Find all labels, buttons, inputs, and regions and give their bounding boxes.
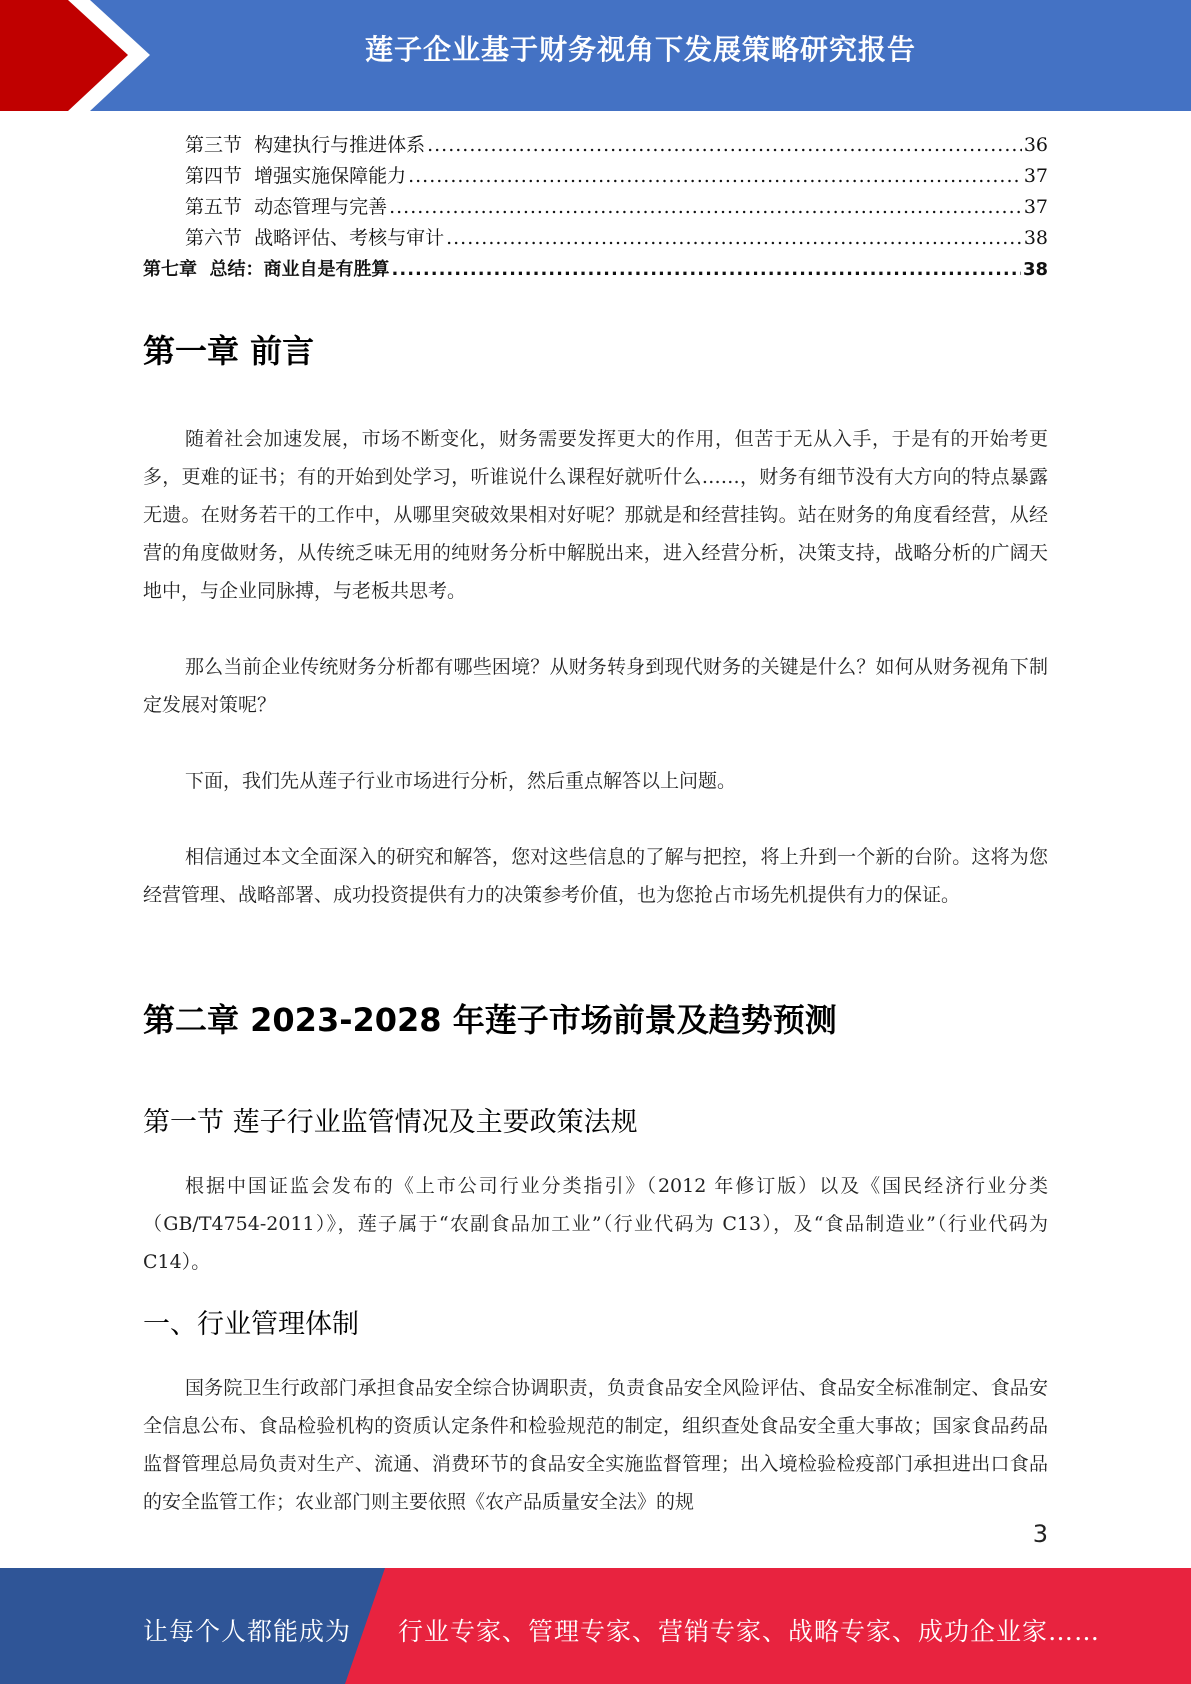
chapter-1-title: 第一章 前言 bbox=[143, 332, 315, 370]
table-of-contents bbox=[143, 130, 1048, 285]
footer-slogan-right: 行业专家、管理专家、营销专家、战略专家、成功企业家…… bbox=[398, 1617, 1101, 1646]
paragraph: 根据中国证监会发布的《上市公司行业分类指引》（2012 年修订版）以及《国民经济行业分类（GB/T4754-2011）》，莲子属于“农副食品加工业”（行业代码为 C13），及“食品制造业”（行业代码为 C14）。 bbox=[143, 1175, 1048, 1273]
chapter-1 bbox=[143, 326, 1048, 372]
toc-entry-label: 第六节 战略评估、考核与审计 bbox=[185, 227, 445, 249]
toc-entry-page: 38 bbox=[1022, 259, 1048, 280]
toc-entry-chapter[interactable] bbox=[143, 254, 1048, 285]
chapter-1-body bbox=[143, 648, 1048, 724]
toc-entry[interactable] bbox=[143, 223, 1048, 254]
toc-leader-dots bbox=[446, 223, 1022, 254]
subsection-1 bbox=[143, 1302, 1048, 1341]
footer-slogan-left: 让每个人都能成为 bbox=[143, 1617, 352, 1646]
paragraph: 随着社会加速发展，市场不断变化，财务需要发挥更大的作用，但苦于无从入手，于是有的开始考更多，更难的证书；有的开始到处学习，听谁说什么课程好就听什么……，财务有细节没有大方向的特点暴露无遗。在财务若干的工作中，从哪里突破效果相对好呢？那就是和经营挂钩。站在财务的角度看经营，从经营的角度做财务，从传统乏味无用的纯财务分析中解脱出来，进入经营分析，决策支持，战略分析的广阔天地中，与企业同脉搏，与老板共思考。 bbox=[143, 428, 1048, 602]
chapter-2 bbox=[143, 995, 1048, 1041]
toc-entry[interactable] bbox=[143, 161, 1048, 192]
toc-entry-page: 36 bbox=[1023, 134, 1048, 156]
toc-leader-dots bbox=[392, 254, 1021, 285]
toc-entry-label: 第三节 构建执行与推进体系 bbox=[185, 134, 426, 156]
paragraph: 国务院卫生行政部门承担食品安全综合协调职责，负责食品安全风险评估、食品安全标准制定、食品安全信息公布、食品检验机构的资质认定条件和检验规范的制定，组织查处食品安全重大事故；国家食品药品监督管理总局负责对生产、流通、消费环节的食品安全实施监督管理；出入境检验检疫部门承担进出口食品的安全监管工作；农业部门则主要依照《农产品质量安全法》的规 bbox=[143, 1377, 1048, 1513]
subsection-1-body bbox=[143, 1369, 1048, 1521]
paragraph: 相信通过本文全面深入的研究和解答，您对这些信息的了解与把控，将上升到一个新的台阶。这将为您经营管理、战略部署、成功投资提供有力的决策参考价值，也为您抢占市场先机提供有力的保证。 bbox=[143, 846, 1048, 906]
page-header bbox=[0, 0, 1191, 111]
toc-entry-page: 37 bbox=[1023, 165, 1048, 187]
toc-entry-label: 第七章 总结：商业自是有胜算 bbox=[143, 259, 390, 280]
toc-entry-label: 第五节 动态管理与完善 bbox=[185, 196, 388, 218]
paragraph: 那么当前企业传统财务分析都有哪些困境？从财务转身到现代财务的关键是什么？如何从财务视角下制定发展对策呢？ bbox=[143, 656, 1048, 716]
paragraph: 下面，我们先从莲子行业市场进行分析，然后重点解答以上问题。 bbox=[185, 770, 737, 792]
toc-entry[interactable] bbox=[143, 130, 1048, 161]
subsection-1-title: 一、行业管理体制 bbox=[143, 1309, 359, 1340]
toc-leader-dots bbox=[389, 192, 1022, 223]
section-1-title: 第一节 莲子行业监管情况及主要政策法规 bbox=[143, 1107, 638, 1138]
chapter-1-body bbox=[143, 762, 1048, 800]
toc-entry-page: 37 bbox=[1023, 196, 1048, 218]
toc-leader-dots bbox=[427, 130, 1022, 161]
toc-entry[interactable] bbox=[143, 192, 1048, 223]
page-footer bbox=[0, 1568, 1191, 1684]
header-title: 莲子企业基于财务视角下发展策略研究报告 bbox=[364, 33, 916, 66]
chapter-1-body bbox=[143, 420, 1048, 610]
section-1 bbox=[143, 1100, 1048, 1139]
toc-leader-dots bbox=[408, 161, 1022, 192]
toc-entry-page: 38 bbox=[1023, 227, 1048, 249]
section-1-body bbox=[143, 1167, 1048, 1281]
chapter-2-title: 第二章 2023-2028 年莲子市场前景及趋势预测 bbox=[143, 1001, 837, 1039]
toc-entry-label: 第四节 增强实施保障能力 bbox=[185, 165, 407, 187]
page-number: 3 bbox=[1032, 1520, 1048, 1548]
chapter-1-body bbox=[143, 838, 1048, 914]
